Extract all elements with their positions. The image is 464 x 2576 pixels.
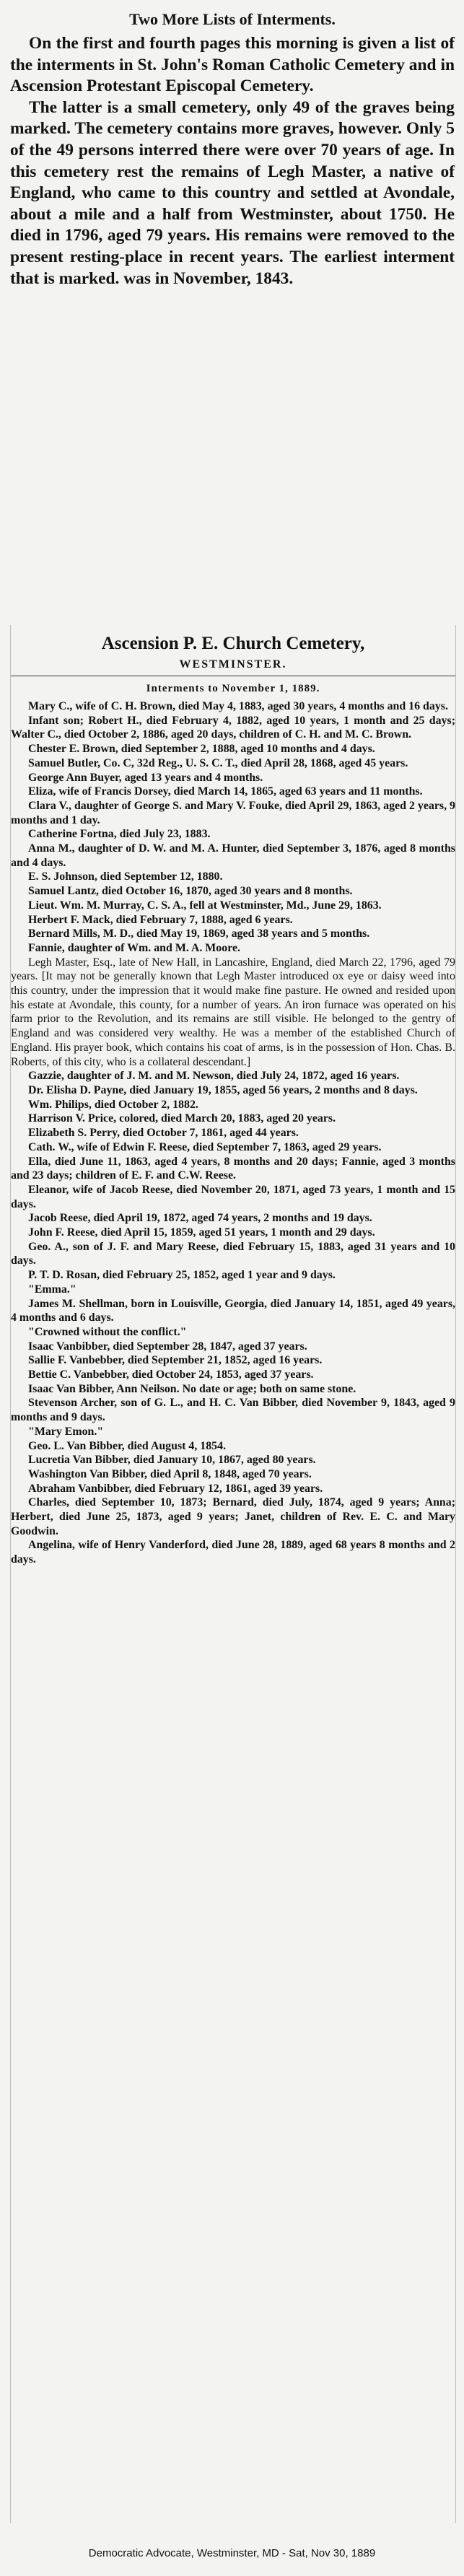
interment-entry: Cath. W., wife of Edwin F. Reese, died September 7, 1863, aged 29 years. xyxy=(28,1140,382,1153)
interment-entry: Dr. Elisha D. Payne, died January 19, 1855, aged 56 years, 2 months and 8 days. xyxy=(28,1083,418,1096)
interment-entry: Anna M., daughter of D. W. and M. A. Hunter, died September 3, 1876, aged 8 months and 4 days. xyxy=(11,842,455,869)
interments-date-heading: Interments to November 1, 1889. xyxy=(146,683,320,694)
interment-entry: Eleanor, wife of Jacob Reese, died November 20, 1871, aged 73 years, 1 month and 15 days. xyxy=(11,1183,455,1210)
interment-entry: Samuel Lantz, died October 16, 1870, aged 30 years and 8 months. xyxy=(28,885,353,898)
interment-entry: James M. Shellman, born in Louisville, Georgia, died January 14, 1851, aged 49 years, 4 months and 6 days. xyxy=(11,1297,455,1324)
interment-entry: Bernard Mills, M. D., died May 19, 1869, aged 38 years and 5 months. xyxy=(28,927,370,940)
interment-entry: Mary C., wife of C. H. Brown, died May 4, 1883, aged 30 years, 4 months and 16 days. xyxy=(28,700,448,712)
source-caption: Democratic Advocate, Westminster, MD - Sat, Nov 30, 1889 xyxy=(88,2547,376,2559)
cemetery-list-clipping xyxy=(10,625,456,2523)
interment-entry: Infant son; Robert H., died February 4, 1882, aged 10 years, 1 month and 25 days; Walter C., died October 2, 1886, aged 20 days, children of C. H. and M. C. Brown. xyxy=(11,714,455,741)
interment-entry: Legh Master, Esq., late of New Hall, in Lancashire, England, died March 22, 1796, aged 79 years. [It may not be generally known that Legh Master introduced ox eye or daisy weed into this country, under the impression that it would make fine pasture. He owned and resided upon his estate at Avondale, this county, for a number of years. An iron furnace was operated on his farm prior to the Revolution, and its remains are still visible. He belonged to the gentry of England and was considered very wealthy. He was a member of the established Church of England. His prayer book, which contains his coat of arms, is in the possession of Hon. Chas. B. Roberts, of this city, who is a collateral descendant.] xyxy=(11,956,455,1068)
interment-entry: Lucretia Van Bibber, died January 10, 1867, aged 80 years. xyxy=(28,1454,316,1467)
interment-entry: Wm. Philips, died October 2, 1882. xyxy=(28,1098,198,1111)
interment-entry: Sallie F. Vanbebber, died September 21, 1852, aged 16 years. xyxy=(28,1354,323,1367)
interment-entry: Catherine Fortna, died July 23, 1883. xyxy=(28,828,211,841)
interment-entry: Ella, died June 11, 1863, aged 4 years, 8 months and 20 days; Fannie, aged 3 months and 23 days; children of E. F. and C.W. Reese. xyxy=(11,1155,455,1182)
interments-article-clipping xyxy=(10,7,455,289)
interment-entry: Chester E. Brown, died September 2, 1888, aged 10 months and 4 days. xyxy=(28,743,375,756)
interment-list xyxy=(11,699,455,1567)
interment-entry: Charles, died September 10, 1873; Bernard, died July, 1874, aged 9 years; Anna; Herbert, died June 25, 1873, aged 9 years; Janet, children of Rev. E. C. and Mary Goodwin. xyxy=(11,1496,455,1537)
interment-entry: Geo. L. Van Bibber, died August 4, 1854. xyxy=(28,1439,227,1452)
interment-entry: Harrison V. Price, colored, died March 20, 1883, aged 20 years. xyxy=(28,1112,336,1125)
interment-entry: "Crowned without the conflict." xyxy=(28,1325,187,1338)
interment-entry: Isaac Vanbibber, died September 28, 1847, aged 37 years. xyxy=(28,1340,307,1353)
interment-entry: Jacob Reese, died April 19, 1872, aged 74 years, 2 months and 19 days. xyxy=(28,1212,372,1225)
interment-entry: Isaac Van Bibber, Ann Neilson. No date or age; both on same stone. xyxy=(28,1382,356,1395)
interment-entry: John F. Reese, died April 15, 1859, aged 51 years, 1 month and 29 days. xyxy=(28,1226,375,1239)
interment-entry: Eliza, wife of Francis Dorsey, died March 14, 1865, aged 63 years and 11 months. xyxy=(28,785,423,798)
article-paragraph: The latter is a small cemetery, only 49 of the graves being marked. The cemetery contains more graves, however. Only 5 of the 49 persons interred there were over 70 years of age. In this cemetery rest the remains of Legh Master, a native of England, who came to this country and settled at Avondale, about a mile and a half from Westminster, about 1750. He died in 1796, aged 79 years. His remains were removed to the present resting-place in recent years. The earliest interment that is marked. was in November, 1843. xyxy=(10,97,455,288)
interment-entry: "Mary Emon." xyxy=(28,1425,104,1438)
interment-entry: Clara V., daughter of George S. and Mary V. Fouke, died April 29, 1863, aged 2 years, 9 months and 1 day. xyxy=(11,799,455,826)
article-heading: Two More Lists of Interments. xyxy=(129,10,336,28)
interment-entry: Washington Van Bibber, died April 8, 1848, aged 70 years. xyxy=(28,1467,312,1480)
interment-entry: Herbert F. Mack, died February 7, 1888, aged 6 years. xyxy=(28,913,293,926)
interment-entry: Samuel Butler, Co. C, 32d Reg., U. S. C. T., died April 28, 1868, aged 45 years. xyxy=(28,756,408,769)
interment-entry: Abraham Vanbibber, died February 12, 1861, aged 39 years. xyxy=(28,1482,323,1495)
interment-entry: Stevenson Archer, son of G. L., and H. C. Van Bibber, died November 9, 1843, aged 9 months and 9 days. xyxy=(11,1397,455,1424)
interment-entry: Elizabeth S. Perry, died October 7, 1861, aged 44 years. xyxy=(28,1127,299,1140)
article-paragraph: On the first and fourth pages this morning is given a list of the interments in St. John's Roman Catholic Cemetery and in Ascension Protestant Episcopal Cemetery. xyxy=(10,34,455,96)
interment-entry: Fannie, daughter of Wm. and M. A. Moore. xyxy=(28,941,240,954)
interment-entry: Gazzie, daughter of J. M. and M. Newson, died July 24, 1872, aged 16 years. xyxy=(28,1070,400,1083)
interment-entry: Angelina, wife of Henry Vanderford, died June 28, 1889, aged 68 years 8 months and 2 days. xyxy=(11,1539,455,1566)
interment-entry: P. T. D. Rosan, died February 25, 1852, aged 1 year and 9 days. xyxy=(28,1269,336,1282)
interment-entry: E. S. Johnson, died September 12, 1880. xyxy=(28,870,223,883)
interment-entry: George Ann Buyer, aged 13 years and 4 months. xyxy=(28,771,263,784)
interment-entry: Lieut. Wm. M. Murray, C. S. A., fell at Westminster, Md., June 29, 1863. xyxy=(28,899,382,912)
interment-entry: Geo. A., son of J. F. and Mary Reese, died February 15, 1883, aged 31 years and 10 days. xyxy=(11,1240,455,1267)
cemetery-location: WESTMINSTER. xyxy=(179,658,287,671)
interment-entry: Bettie C. Vanbebber, died October 24, 1853, aged 37 years. xyxy=(28,1368,314,1381)
cemetery-title: Ascension P. E. Church Cemetery, xyxy=(101,634,365,653)
interment-entry: "Emma." xyxy=(28,1283,76,1296)
